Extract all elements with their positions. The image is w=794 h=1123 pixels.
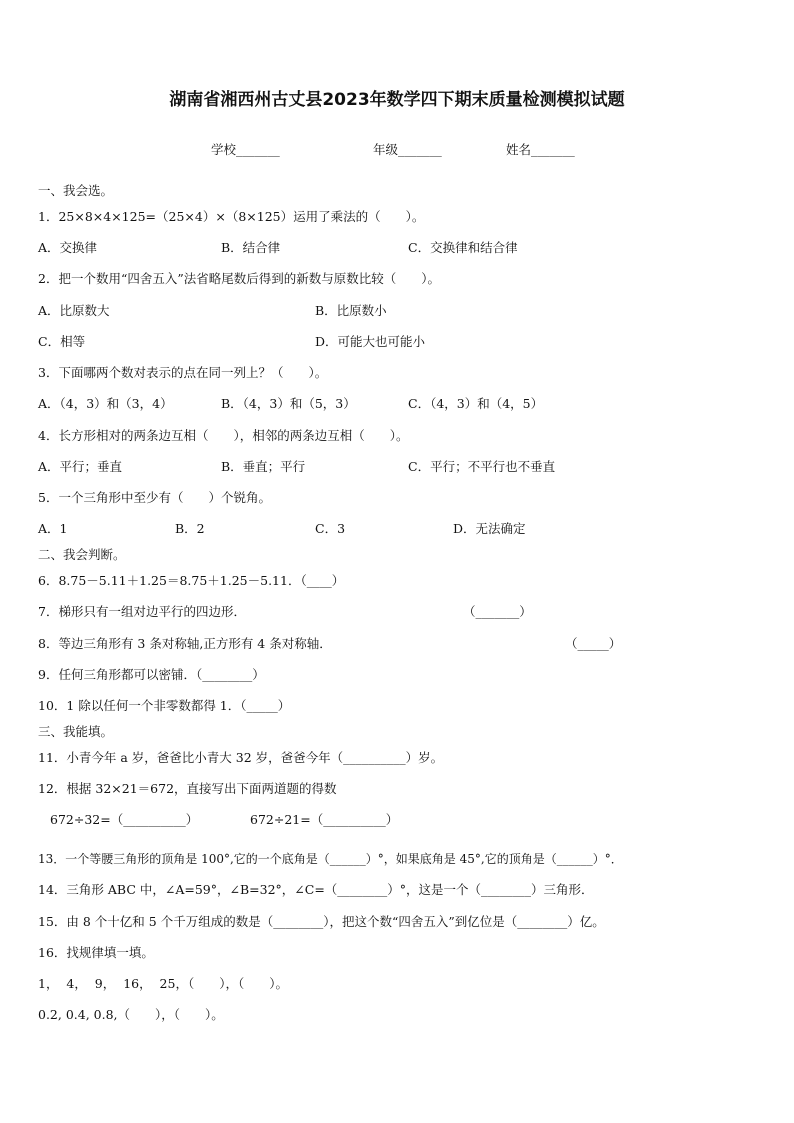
q2-option-c: C．相等 — [38, 334, 86, 349]
q4-option-b: B．垂直；平行 — [221, 459, 306, 474]
question-4: 4．长方形相对的两条边互相（ ），相邻的两条边互相（ ）。 — [38, 428, 409, 443]
q4-option-c: C．平行；不平行也不垂直 — [408, 459, 556, 474]
q5-option-c: C．3 — [315, 521, 346, 536]
q3-option-c: C．（4，3）和（4，5） — [408, 396, 544, 411]
question-8: 8．等边三角形有 3 条对称轴,正方形有 4 条对称轴． — [38, 636, 332, 651]
q4-option-a: A．平行；垂直 — [38, 459, 123, 474]
q2-option-b: B．比原数小 — [315, 303, 387, 318]
question-5: 5．一个三角形中至少有（ ）个锐角。 — [38, 490, 271, 505]
q1-option-c: C．交换律和结合律 — [408, 240, 518, 255]
q12-part-2: 672÷21=（__________） — [250, 812, 399, 827]
question-6: 6．8.75－5.11＋1.25＝8.75＋1.25－5.11．（____） — [38, 573, 345, 588]
q2-option-a: A．比原数大 — [38, 303, 110, 318]
question-3: 3．下面哪两个数对表示的点在同一列上？（ ）。 — [38, 365, 328, 380]
section-heading: 一、我会选。 — [38, 183, 114, 198]
q8-answer-blank: （_____） — [565, 636, 622, 651]
q5-option-a: A．1 — [38, 521, 68, 536]
question-13: 13．一个等腰三角形的顶角是 100°,它的一个底角是（______）°，如果底角是 45°,它的顶角是（______）°． — [38, 852, 623, 866]
q3-option-a: A．（4，3）和（3，4） — [38, 396, 173, 411]
q3-option-b: B．（4，3）和（5，3） — [221, 396, 356, 411]
q5-option-b: B．2 — [175, 521, 205, 536]
question-16: 16．找规律填一填。 — [38, 945, 154, 960]
school-field: 学校_______ — [211, 142, 280, 157]
q1-option-a: A．交换律 — [38, 240, 98, 255]
section-heading: 三、我能填。 — [38, 724, 114, 739]
section-heading: 二、我会判断。 — [38, 547, 126, 562]
question-7: 7．梯形只有一组对边平行的四边形． — [38, 604, 246, 619]
q1-option-b: B．结合律 — [221, 240, 281, 255]
name-field: 姓名_______ — [506, 142, 575, 157]
q5-option-d: D．无法确定 — [453, 521, 526, 536]
question-9: 9．任何三角形都可以密铺．（________） — [38, 667, 265, 682]
question-15: 15．由 8 个十亿和 5 个千万组成的数是（________），把这个数“四舍五入”到亿位是（________）亿。 — [38, 914, 605, 929]
question-2: 2．把一个数用“四舍五入”法省略尾数后得到的新数与原数比较（ ）。 — [38, 271, 440, 286]
page-title: 湖南省湘西州古丈县2023年数学四下期末质量检测模拟试题 — [169, 90, 625, 110]
grade-field: 年级_______ — [373, 142, 442, 157]
q16-sequence-1: 1， 4， 9， 16， 25，（ ），（ ）。 — [38, 976, 288, 991]
q7-answer-blank: （_______） — [463, 604, 532, 619]
question-12: 12．根据 32×21＝672，直接写出下面两道题的得数 — [38, 781, 337, 796]
question-1: 1．25×8×4×125=（25×4）×（8×125）运用了乘法的（ ）。 — [38, 209, 425, 224]
q12-part-1: 672÷32=（__________） — [50, 812, 199, 827]
question-11: 11．小青今年 a 岁，爸爸比小青大 32 岁，爸爸今年（__________）岁。 — [38, 750, 444, 765]
question-14: 14．三角形 ABC 中，∠A=59°，∠B=32°，∠C=（________）°，这是一个（________）三角形． — [38, 882, 594, 897]
question-10: 10．1 除以任何一个非零数都得 1．（_____） — [38, 698, 291, 713]
q16-sequence-2: 0.2, 0.4, 0.8,（ ），（ ）。 — [38, 1007, 224, 1022]
q2-option-d: D．可能大也可能小 — [315, 334, 426, 349]
